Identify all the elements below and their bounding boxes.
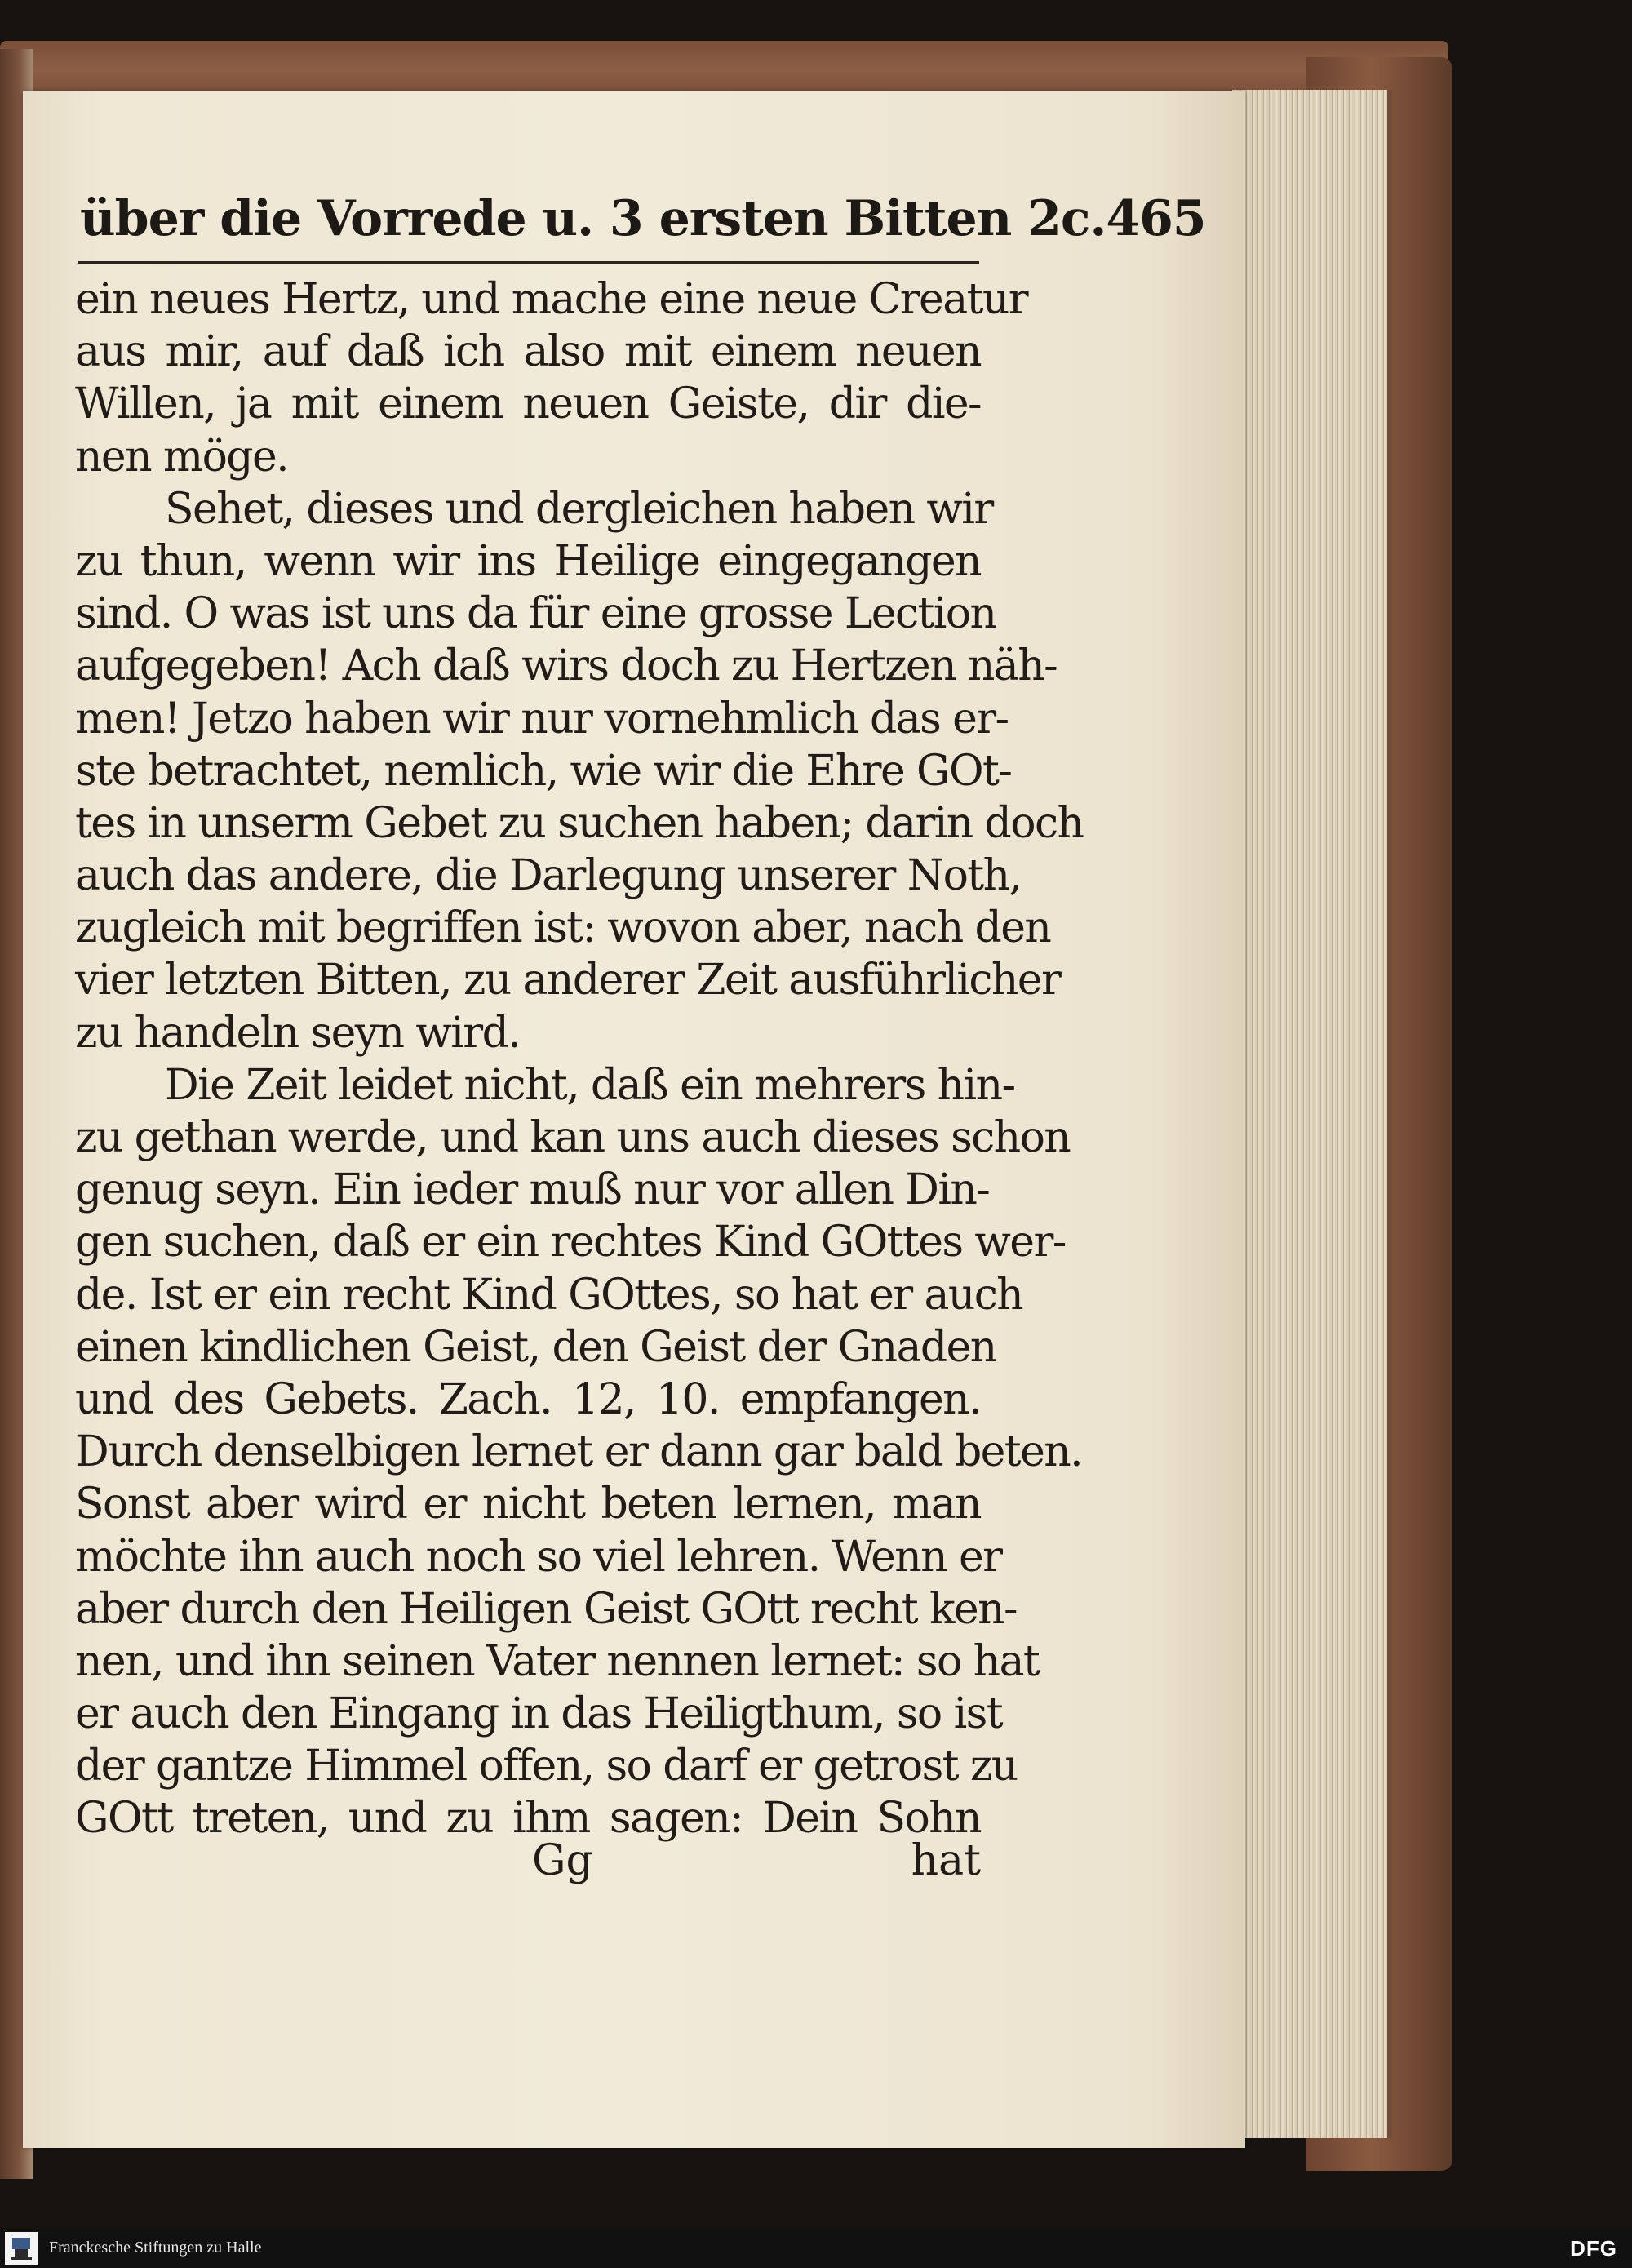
text-line: Die Zeit leidet nicht, daß ein mehrers hin- bbox=[165, 1060, 1015, 1110]
text-line: aus mir, auf daß ich also mit einem neuen bbox=[75, 327, 981, 377]
text-line: nen möge. bbox=[75, 432, 289, 482]
text-line: auch das andere, die Darlegung unserer Noth, bbox=[75, 851, 1022, 901]
text-line: zu gethan werde, und kan uns auch dieses schon bbox=[75, 1113, 1071, 1162]
text-line: möchte ihn auch noch so viel lehren. Wenn er bbox=[75, 1532, 1002, 1582]
text-line: tes in unserm Gebet zu suchen haben; darin doch bbox=[75, 798, 1084, 848]
text-line: zugleich mit begriffen ist: wovon aber, nach den bbox=[75, 903, 1051, 953]
signature-mark: Gg bbox=[532, 1836, 593, 1885]
text-line: Durch denselbigen lernet er dann gar bald beten. bbox=[75, 1427, 1083, 1477]
page-footer bbox=[75, 1836, 981, 1902]
text-line: ein neues Hertz, und mache eine neue Creatur bbox=[75, 275, 1028, 324]
text-line: Willen, ja mit einem neuen Geiste, dir die- bbox=[75, 379, 981, 429]
credit-text: Franckesche Stiftungen zu Halle bbox=[49, 2239, 262, 2257]
viewer-footer-bar bbox=[0, 2228, 1632, 2268]
text-line: der gantze Himmel offen, so darf er getrost zu bbox=[75, 1742, 1018, 1791]
text-line: genug seyn. Ein ieder muß nur vor allen Din- bbox=[75, 1165, 990, 1215]
dfg-logo: DFG bbox=[1570, 2236, 1617, 2261]
text-line: Sonst aber wird er nicht beten lernen, man bbox=[75, 1480, 981, 1529]
text-line: er auch den Eingang in das Heiligthum, so ist bbox=[75, 1689, 1002, 1739]
text-line: ste betrachtet, nemlich, wie wir die Ehre GOt- bbox=[75, 746, 1012, 796]
text-line: nen, und ihn seinen Vater nennen lernet: so hat bbox=[75, 1636, 1040, 1686]
page-header bbox=[80, 190, 1206, 255]
text-line: men! Jetzo haben wir nur vornehmlich das er- bbox=[75, 694, 1009, 743]
text-line: sind. O was ist uns da für eine grosse Lection bbox=[75, 589, 996, 639]
text-line: GOtt treten, und zu ihm sagen: Dein Sohn bbox=[75, 1794, 981, 1844]
text-line: und des Gebets. Zach. 12, 10. empfangen. bbox=[75, 1374, 981, 1424]
header-rule bbox=[78, 261, 979, 264]
text-line: gen suchen, daß er ein rechtes Kind GOttes wer- bbox=[75, 1218, 1066, 1267]
running-title: über die Vorrede u. 3 ersten Bitten 2c. bbox=[80, 190, 1106, 247]
text-line: aber durch den Heiligen Geist GOtt recht ken- bbox=[75, 1584, 1017, 1634]
institution-logo-icon bbox=[5, 2232, 38, 2265]
text-line: zu thun, wenn wir ins Heilige eingegangen bbox=[75, 536, 981, 586]
page-edges bbox=[1232, 90, 1392, 2138]
text-line: Sehet, dieses und dergleichen haben wir bbox=[165, 484, 993, 534]
text-line: einen kindlichen Geist, den Geist der Gnaden bbox=[75, 1322, 996, 1372]
catchword: hat bbox=[911, 1836, 981, 1885]
body-text bbox=[75, 273, 1084, 1845]
text-line: vier letzten Bitten, zu anderer Zeit ausführlicher bbox=[75, 956, 1061, 1005]
page-number: 465 bbox=[1106, 190, 1206, 247]
text-line: de. Ist er ein recht Kind GOttes, so hat er auch bbox=[75, 1270, 1023, 1320]
text-line: aufgegeben! Ach daß wirs doch zu Hertzen näh- bbox=[75, 641, 1058, 691]
text-line: zu handeln seyn wird. bbox=[75, 1008, 521, 1058]
